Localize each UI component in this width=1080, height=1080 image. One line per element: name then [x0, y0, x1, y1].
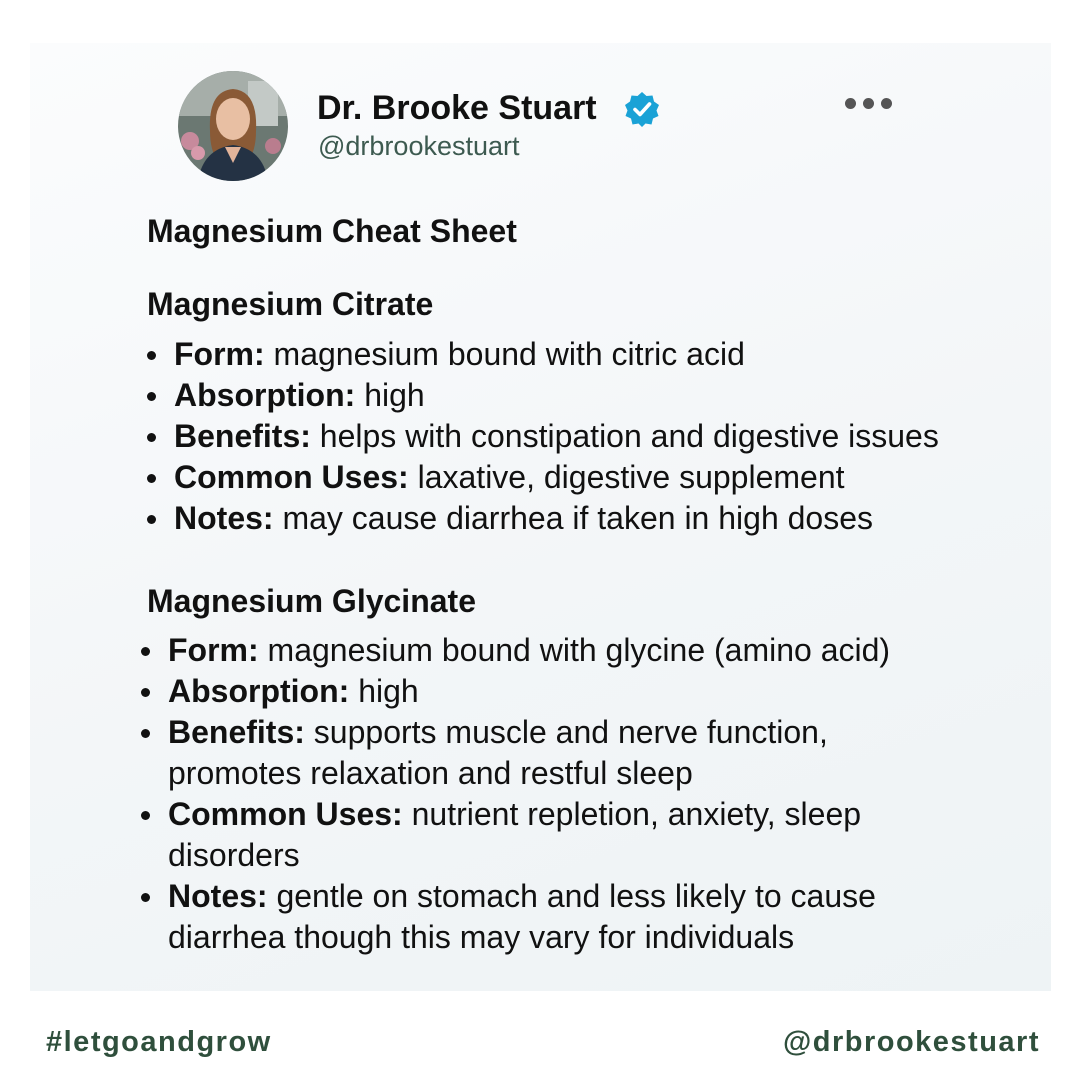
- footer-handle[interactable]: @drbrookestuart: [782, 1026, 1040, 1058]
- more-options-icon[interactable]: [845, 92, 905, 114]
- section-heading-glycinate: Magnesium Glycinate: [147, 583, 476, 619]
- list-item: Common Uses: nutrient repletion, anxiety, sleep disorders: [141, 794, 951, 876]
- verified-badge-icon: [624, 91, 660, 127]
- profile-name[interactable]: Dr. Brooke Stuart: [317, 89, 597, 127]
- list-item: Benefits: supports muscle and nerve function, promotes relaxation and restful sleep: [141, 712, 951, 794]
- list-item: Notes: gentle on stomach and less likely to cause diarrhea though this may vary for individuals: [141, 876, 951, 958]
- list-item: Absorption: high: [147, 375, 1027, 416]
- list-item: Notes: may cause diarrhea if taken in high doses: [147, 498, 1027, 539]
- avatar-photo: [178, 71, 288, 181]
- list-item: Form: magnesium bound with glycine (amino acid): [141, 630, 951, 671]
- footer-hashtag[interactable]: #letgoandgrow: [46, 1026, 272, 1058]
- list-item: Form: magnesium bound with citric acid: [147, 334, 1027, 375]
- list-item: Common Uses: laxative, digestive supplement: [147, 457, 1027, 498]
- list-item: Benefits: helps with constipation and digestive issues: [147, 416, 1027, 457]
- profile-handle[interactable]: @drbrookestuart: [318, 131, 520, 161]
- glycinate-list: [141, 630, 951, 958]
- profile-avatar[interactable]: [178, 71, 288, 181]
- post-title: Magnesium Cheat Sheet: [147, 213, 517, 249]
- section-heading-citrate: Magnesium Citrate: [147, 286, 434, 322]
- more-dot: [845, 98, 856, 109]
- more-dot: [863, 98, 874, 109]
- more-dot: [881, 98, 892, 109]
- list-item: Absorption: high: [141, 671, 951, 712]
- citrate-list: [147, 334, 1027, 539]
